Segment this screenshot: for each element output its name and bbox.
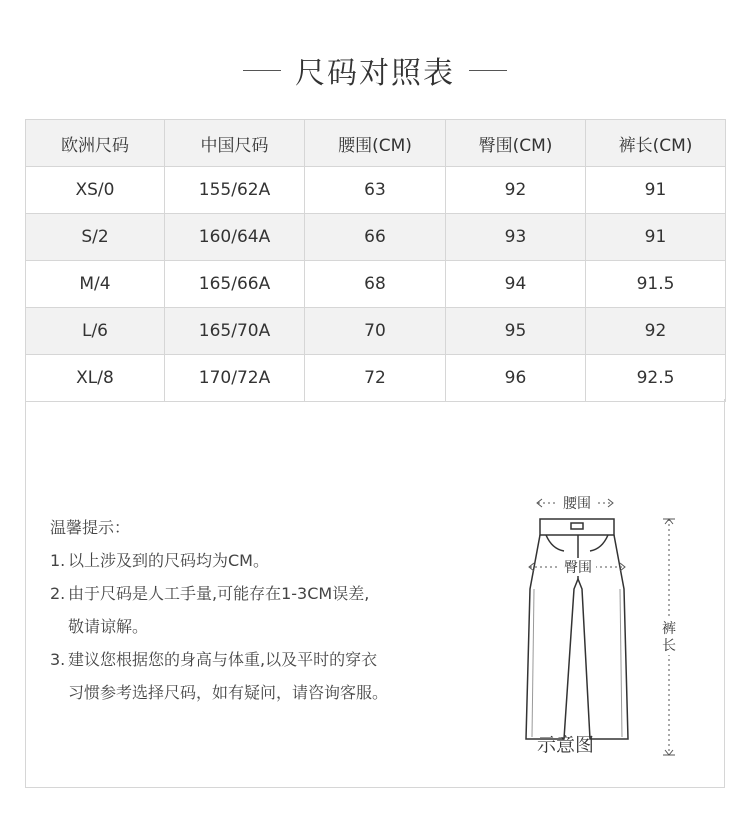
hip-label: 臀围 bbox=[564, 560, 592, 576]
table-cell: 170/72A bbox=[165, 355, 305, 402]
table-row bbox=[26, 167, 726, 214]
table-cell: 92.5 bbox=[586, 355, 726, 402]
table-cell: 165/66A bbox=[165, 261, 305, 308]
length-label-top: 裤 bbox=[662, 621, 676, 637]
column-header-cn-size: 中国尺码 bbox=[165, 120, 305, 167]
table-cell: 91 bbox=[586, 167, 726, 214]
size-chart-table bbox=[25, 119, 726, 402]
table-header-row bbox=[26, 120, 726, 167]
title-right-rule bbox=[469, 70, 507, 71]
column-header-waist: 腰围(CM) bbox=[305, 120, 446, 167]
tip-item bbox=[50, 577, 470, 610]
notes-panel bbox=[25, 399, 725, 788]
table-cell: 91 bbox=[586, 214, 726, 261]
table-cell: 63 bbox=[305, 167, 446, 214]
table-cell: M/4 bbox=[26, 261, 165, 308]
tip-text: 由于尺码是人工手量,可能存在1-3CM误差, bbox=[68, 584, 370, 603]
diagram-caption: 示意图 bbox=[537, 734, 595, 756]
table-cell: 66 bbox=[305, 214, 446, 261]
table-cell: 92 bbox=[446, 167, 586, 214]
pants-diagram bbox=[506, 439, 686, 769]
table-row bbox=[26, 214, 726, 261]
page-title: 尺码对照表 bbox=[295, 56, 455, 91]
table-cell: 155/62A bbox=[165, 167, 305, 214]
tip-item bbox=[50, 544, 470, 577]
table-cell: XS/0 bbox=[26, 167, 165, 214]
column-header-hip: 臀围(CM) bbox=[446, 120, 586, 167]
tip-text-continued: 敬请谅解。 bbox=[68, 617, 149, 636]
table-cell: 160/64A bbox=[165, 214, 305, 261]
pants-icon bbox=[526, 519, 628, 739]
table-cell: 70 bbox=[305, 308, 446, 355]
tips-heading: 温馨提示： bbox=[50, 518, 131, 537]
page-header bbox=[0, 48, 750, 92]
tip-number: 1. bbox=[50, 551, 66, 570]
table-cell: XL/8 bbox=[26, 355, 165, 402]
table-cell: 93 bbox=[446, 214, 586, 261]
tips-block bbox=[50, 511, 470, 709]
column-header-eu-size: 欧洲尺码 bbox=[26, 120, 165, 167]
table-cell: 72 bbox=[305, 355, 446, 402]
table-cell: 68 bbox=[305, 261, 446, 308]
tip-text: 建议您根据您的身高与体重,以及平时的穿衣 bbox=[68, 650, 378, 669]
table-row bbox=[26, 261, 726, 308]
table-cell: L/6 bbox=[26, 308, 165, 355]
table-row bbox=[26, 355, 726, 402]
tip-item bbox=[50, 643, 470, 676]
table-cell: S/2 bbox=[26, 214, 165, 261]
table-cell: 95 bbox=[446, 308, 586, 355]
table-cell: 92 bbox=[586, 308, 726, 355]
waist-label: 腰围 bbox=[563, 496, 591, 512]
table-row bbox=[26, 308, 726, 355]
column-header-length: 裤长(CM) bbox=[586, 120, 726, 167]
title-left-rule bbox=[243, 70, 281, 71]
table-cell: 94 bbox=[446, 261, 586, 308]
tip-text: 以上涉及到的尺码均为CM。 bbox=[68, 551, 269, 570]
tip-text-continued: 习惯参考选择尺码，如有疑问，请咨询客服。 bbox=[68, 683, 389, 702]
table-cell: 91.5 bbox=[586, 261, 726, 308]
table-cell: 96 bbox=[446, 355, 586, 402]
table-cell: 165/70A bbox=[165, 308, 305, 355]
tip-number: 3. bbox=[50, 650, 66, 669]
length-label-bottom: 长 bbox=[662, 638, 676, 654]
tip-number: 2. bbox=[50, 584, 66, 603]
